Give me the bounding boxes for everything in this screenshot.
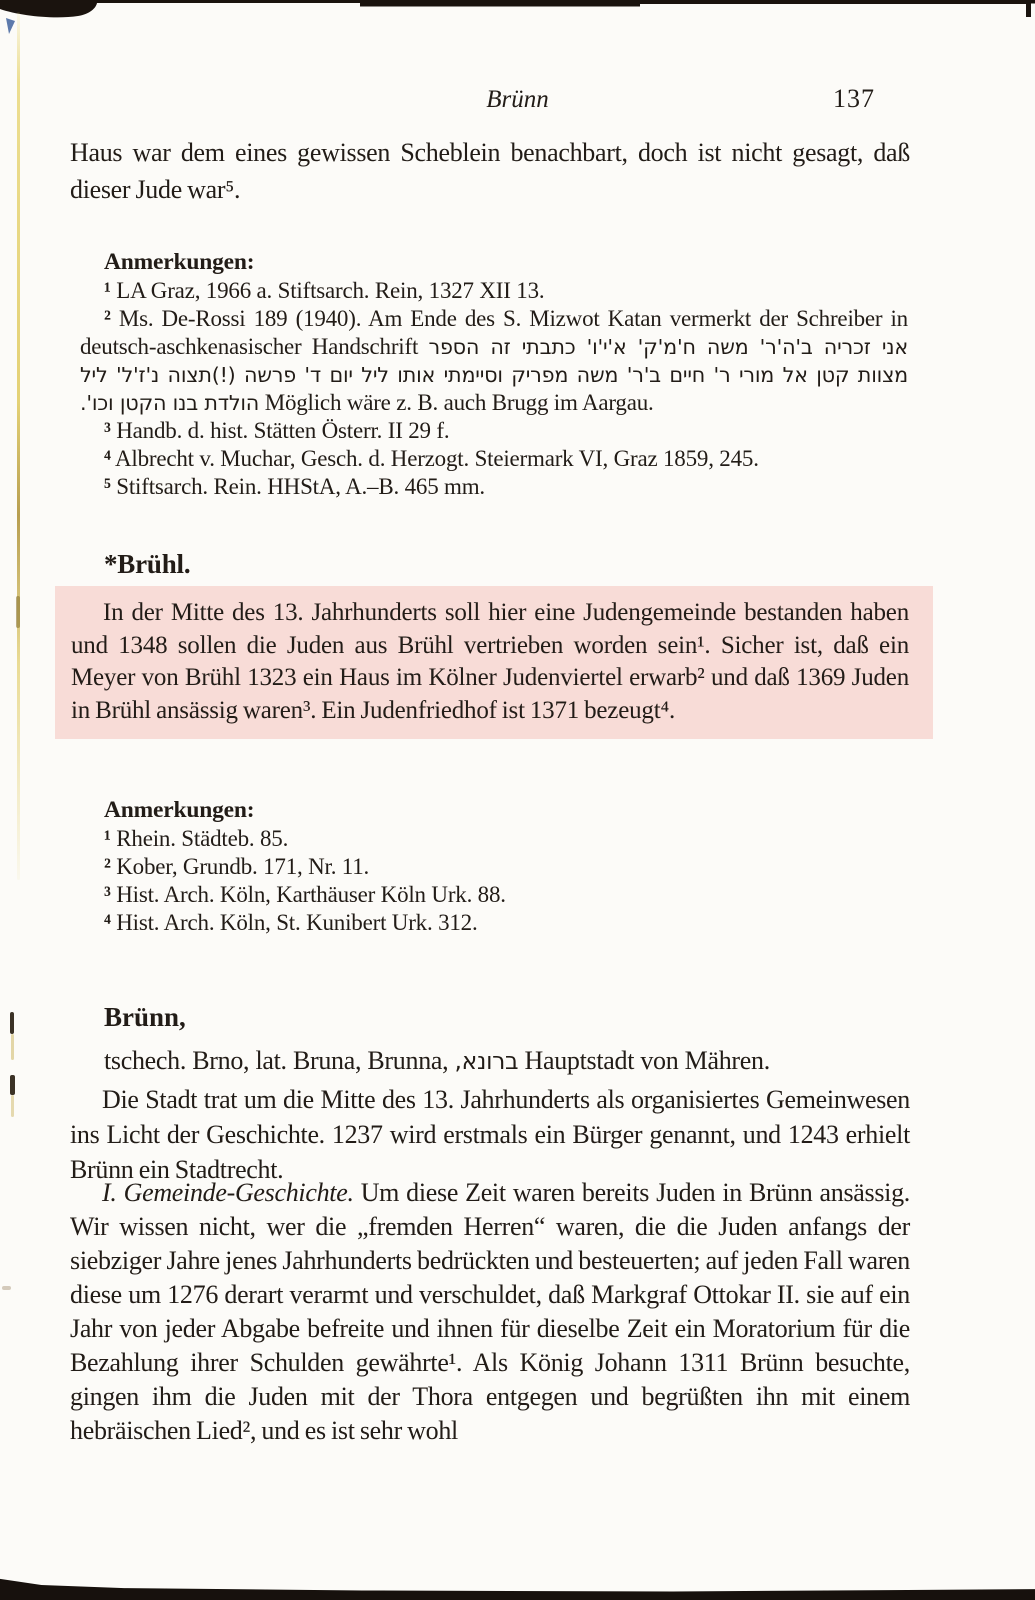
footnote-text: Möglich wäre z. B. auch Brugg im Aargau. (264, 390, 654, 415)
highlighted-paragraph: In der Mitte des 13. Jahrhunderts soll hier eine Judengemeinde bestanden haben und 1348 sollen die Juden aus Brühl vertrieben worden sein¹. Sicher ist, daß ein Meyer von Brühl 1323 ein Haus im Kölner Judenviertel erwarb² und daß 1369 Juden in Brühl ansässig waren³. Ein Judenfriedhof ist 1371 bezeugt⁴. (55, 586, 933, 739)
scan-edge-bottom (0, 1566, 1035, 1600)
footnote-text: Kober, Grundb. 171, Nr. 11. (116, 854, 370, 879)
footnote-marker: ² (104, 306, 111, 331)
binding-crease-line (17, 12, 20, 880)
bruenn-hebrew-name: ברונא, (454, 1047, 519, 1075)
entry-heading-bruehl: *Brühl. (104, 549, 191, 579)
bruenn-name-variants-line (104, 1046, 910, 1076)
footnote (80, 445, 908, 473)
footnotes-block-1 (80, 248, 908, 501)
footnote-marker: ⁵ (104, 474, 111, 499)
page-number: 137 (833, 84, 875, 113)
footnote-text: Hist. Arch. Köln, Karthäuser Köln Urk. 88. (116, 882, 506, 907)
footnote-marker: ⁴ (104, 446, 111, 471)
section-lead-italic: I. Gemeinde-Geschichte. (102, 1178, 354, 1207)
margin-smudge (2, 1286, 11, 1290)
footnote-marker: ³ (104, 882, 111, 907)
footnote-marker: ⁴ (104, 910, 111, 935)
footnote (80, 417, 908, 445)
footnote-marker: ³ (104, 418, 111, 443)
footnote-text: LA Graz, 1966 a. Stiftsarch. Rein, 1327 XII 13. (116, 278, 545, 303)
margin-pencil-mark (10, 1075, 15, 1095)
footnote-text: Ms. De-Rossi 189 (1940). Am Ende des S. Mizwot Katan vermerkt der Schreiber in deutsch-aschkenasischer Handschrift (80, 306, 908, 359)
footnote-text: Stiftsarch. Rein. HHStA, A.–B. 465 mm. (116, 474, 485, 499)
margin-mark-tail (11, 1095, 14, 1117)
footnote-text: Rhein. Städteb. 85. (116, 826, 289, 851)
footnote-marker: ¹ (104, 826, 111, 851)
margin-pencil-mark (10, 1012, 14, 1034)
footnote (80, 305, 908, 417)
footnote-text: Hist. Arch. Köln, St. Kunibert Urk. 312. (116, 910, 478, 935)
footnote-text: Handb. d. hist. Stätten Österr. II 29 f. (116, 418, 450, 443)
paragraph-text: Um diese Zeit waren bereits Juden in Brünn ansässig. Wir wissen nicht, wer die „fremden Herren“ waren, die die Juden anfangs der siebziger Jahre jenes Jahrhunderts bedrückten und besteuerten; auf jeden Fall waren diese um 1276 derart verarmt und verschuldet, daß Markgraf Ottokar II. sie auf ein Jahr von jeder Abgabe befreite und ihnen für dieselbe Zeit ein Moratorium für die Bezahlung ihrer Schulden gewährte¹. Als König Johann 1311 Brünn besuchte, gingen ihm die Juden mit der Thora entgegen und begrüßten ihn mit einem hebräischen Lied², und es ist sehr wohl (70, 1178, 910, 1445)
footnote-hebrew-text: אני זכריה ב'ה'ר' משה ח'מ'ק' א'י'ו' כתבתי זה הספר מצוות קטן אל מורי ר' חיים ב'ר' משה מפריק וסיימתי אותו ליל יום ד' פרשה (!)תצוה נ'ז'ל' ליל הולדת בנו הקטן וכו'. (80, 335, 908, 415)
scan-edge-top (0, 0, 1035, 40)
binding-crease-dark-spot (16, 596, 20, 628)
footnote-marker: ¹ (104, 278, 111, 303)
bruenn-paragraph-1: Die Stadt trat um die Mitte des 13. Jahrhunderts als organisiertes Gemeinwesen ins Licht der Geschichte. 1237 wird erstmals ein Bürger genannt, und 1243 erhielt Brünn ein Stadtrecht. (70, 1085, 910, 1184)
footnotes-block-2 (80, 796, 908, 937)
footnote (80, 881, 908, 909)
footnote (80, 825, 908, 853)
entry-heading-bruenn: Brünn, (104, 1002, 186, 1032)
footnote (80, 853, 908, 881)
footnote (80, 473, 908, 501)
footnote-text: Albrecht v. Muchar, Gesch. d. Herzogt. Steiermark VI, Graz 1859, 245. (114, 446, 759, 471)
footnotes-heading: Anmerkungen: (104, 249, 255, 275)
footnote (80, 277, 908, 305)
bruenn-paragraph-2 (70, 1176, 910, 1448)
footnote (80, 909, 908, 937)
variants-text: Hauptstadt von Mähren. (524, 1046, 770, 1075)
running-header-title: Brünn (486, 86, 549, 113)
margin-mark-tail (11, 1034, 14, 1060)
variants-text: tschech. Brno, lat. Bruna, Brunna, (104, 1046, 449, 1075)
footnotes-heading: Anmerkungen: (104, 797, 255, 823)
footnote-marker: ² (104, 854, 111, 879)
intro-paragraph: Haus war dem eines gewissen Scheblein benachbart, doch ist nicht gesagt, daß dieser Jude war⁵. (70, 138, 910, 204)
